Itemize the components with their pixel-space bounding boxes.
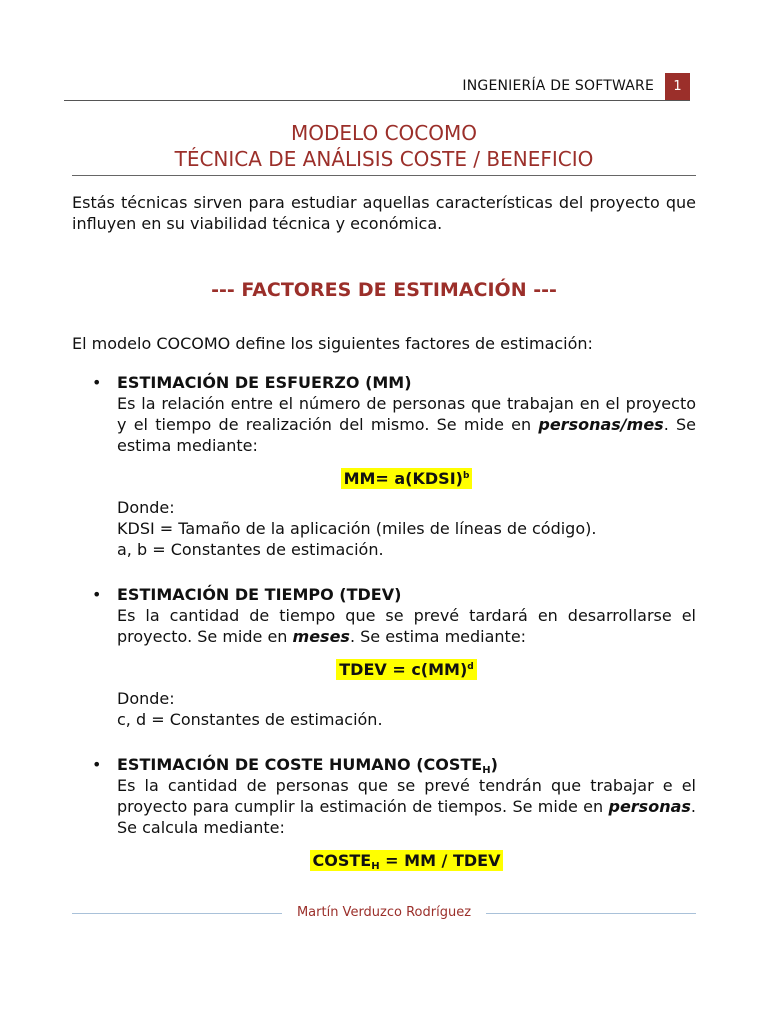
document-title xyxy=(72,120,696,172)
section-intro: El modelo COCOMO define los siguientes factores de estimación: xyxy=(72,334,593,353)
bullet-icon: • xyxy=(92,585,102,604)
formula-highlight: TDEV = c(MM)$^d$ xyxy=(336,659,476,680)
formula-row xyxy=(117,850,696,871)
footer-author: Martín Verduzco Rodríguez xyxy=(296,905,472,920)
header-rule xyxy=(64,100,690,101)
list-item xyxy=(72,372,696,560)
formula-row xyxy=(117,468,696,489)
page-number-badge: 1 xyxy=(665,73,690,100)
formula-row xyxy=(117,659,696,680)
page-footer xyxy=(72,903,696,923)
bullet-icon: • xyxy=(92,373,102,392)
header-title: INGENIERÍA DE SOFTWARE xyxy=(462,78,654,94)
document-body xyxy=(72,192,696,895)
list-item xyxy=(72,584,696,730)
item-description: Es la cantidad de personas que se prevé tendrán que trabajar e el proyecto para cumplir la estimación de tiempos. Se mide en personas. Se calcula mediante: xyxy=(117,776,696,837)
item-title: ESTIMACIÓN DE COSTE HUMANO $(COSTE_H)$ xyxy=(117,755,498,776)
title-line-1: MODELO COCOMO xyxy=(291,121,477,145)
page-header xyxy=(64,73,690,101)
title-rule xyxy=(72,175,696,176)
item-title: ESTIMACIÓN DE ESFUERZO (MM) xyxy=(117,373,412,392)
item-description: Es la relación entre el número de personas que trabajan en el proyecto y el tiempo de realización del mismo. Se mide en personas/mes. Se estima mediante: xyxy=(117,394,697,455)
formula-highlight: $COSTE_H$ = MM / TDEV xyxy=(310,850,504,871)
factors-list xyxy=(72,372,696,871)
formula-highlight: MM= a(KDSI)$^b$ xyxy=(341,468,473,489)
item-description: Es la cantidad de tiempo que se prevé tardará en desarrollarse el proyecto. Se mide en meses. Se estima mediante: xyxy=(117,606,696,646)
where-line: c, d = Constantes de estimación. xyxy=(117,710,383,729)
footer-rule-right xyxy=(486,913,696,914)
title-line-2: TÉCNICA DE ANÁLISIS COSTE / BENEFICIO xyxy=(174,147,594,171)
list-item xyxy=(72,754,696,871)
where-label: Donde: xyxy=(117,498,175,517)
section-heading: --- FACTORES DE ESTIMACIÓN --- xyxy=(211,279,557,301)
intro-paragraph: Estás técnicas sirven para estudiar aquellas características del proyecto que influyen en su viabilidad técnica y económica. xyxy=(72,193,696,233)
bullet-icon: • xyxy=(92,755,102,774)
where-line: a, b = Constantes de estimación. xyxy=(117,540,384,559)
where-line: KDSI = Tamaño de la aplicación (miles de líneas de código). xyxy=(117,519,597,538)
item-title: ESTIMACIÓN DE TIEMPO (TDEV) xyxy=(117,585,402,604)
where-label: Donde: xyxy=(117,689,175,708)
